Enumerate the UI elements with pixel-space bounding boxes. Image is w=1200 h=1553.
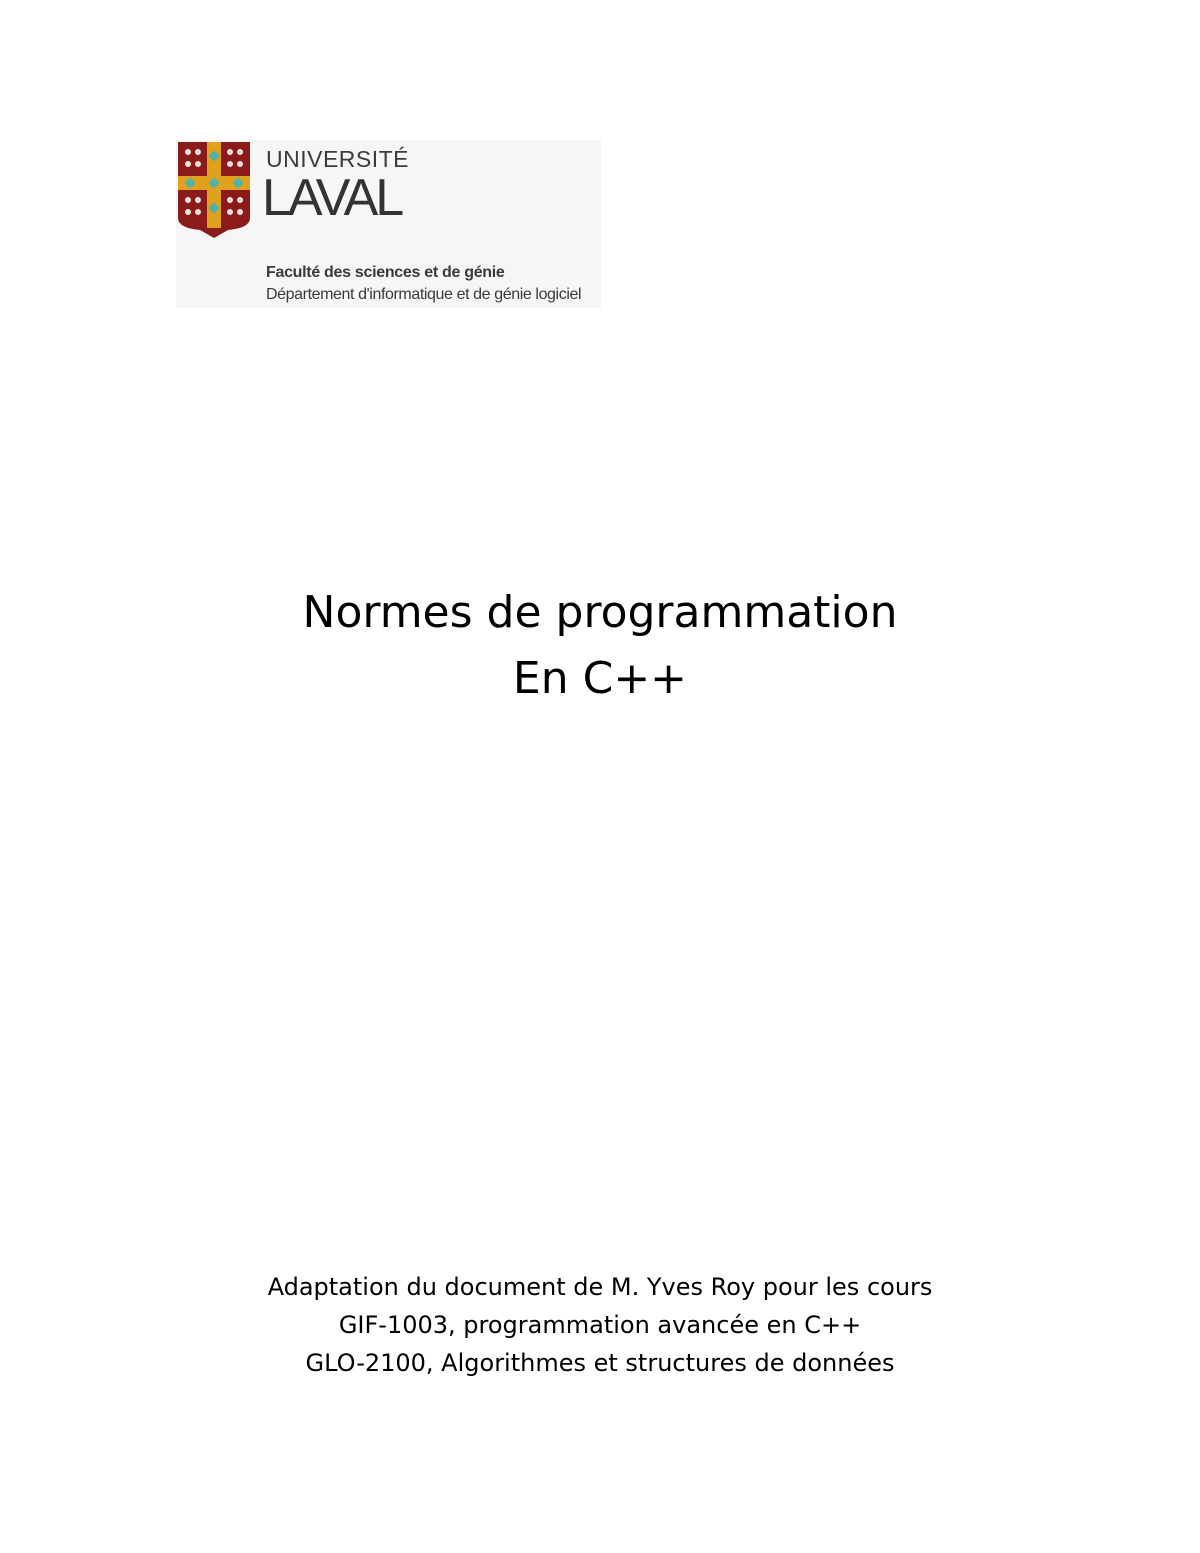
title-line-1: Normes de programmation	[302, 587, 898, 638]
document-title	[0, 580, 1200, 712]
document-credits	[0, 1268, 1200, 1382]
university-wordmark-top: UNIVERSITÉ	[266, 146, 410, 172]
shield-icon	[176, 140, 252, 240]
credits-line-2: GIF-1003, programmation avancée en C++	[338, 1311, 862, 1339]
title-line-2: En C++	[512, 653, 688, 704]
department-name: Département d'informatique et de génie logiciel	[266, 286, 582, 303]
faculty-name: Faculté des sciences et de génie	[266, 264, 505, 281]
university-logo	[176, 140, 601, 308]
university-wordmark-main: LAVAL	[262, 169, 402, 227]
credits-line-3: GLO-2100, Algorithmes et structures de données	[305, 1349, 895, 1377]
credits-line-1: Adaptation du document de M. Yves Roy pour les cours	[267, 1273, 933, 1301]
